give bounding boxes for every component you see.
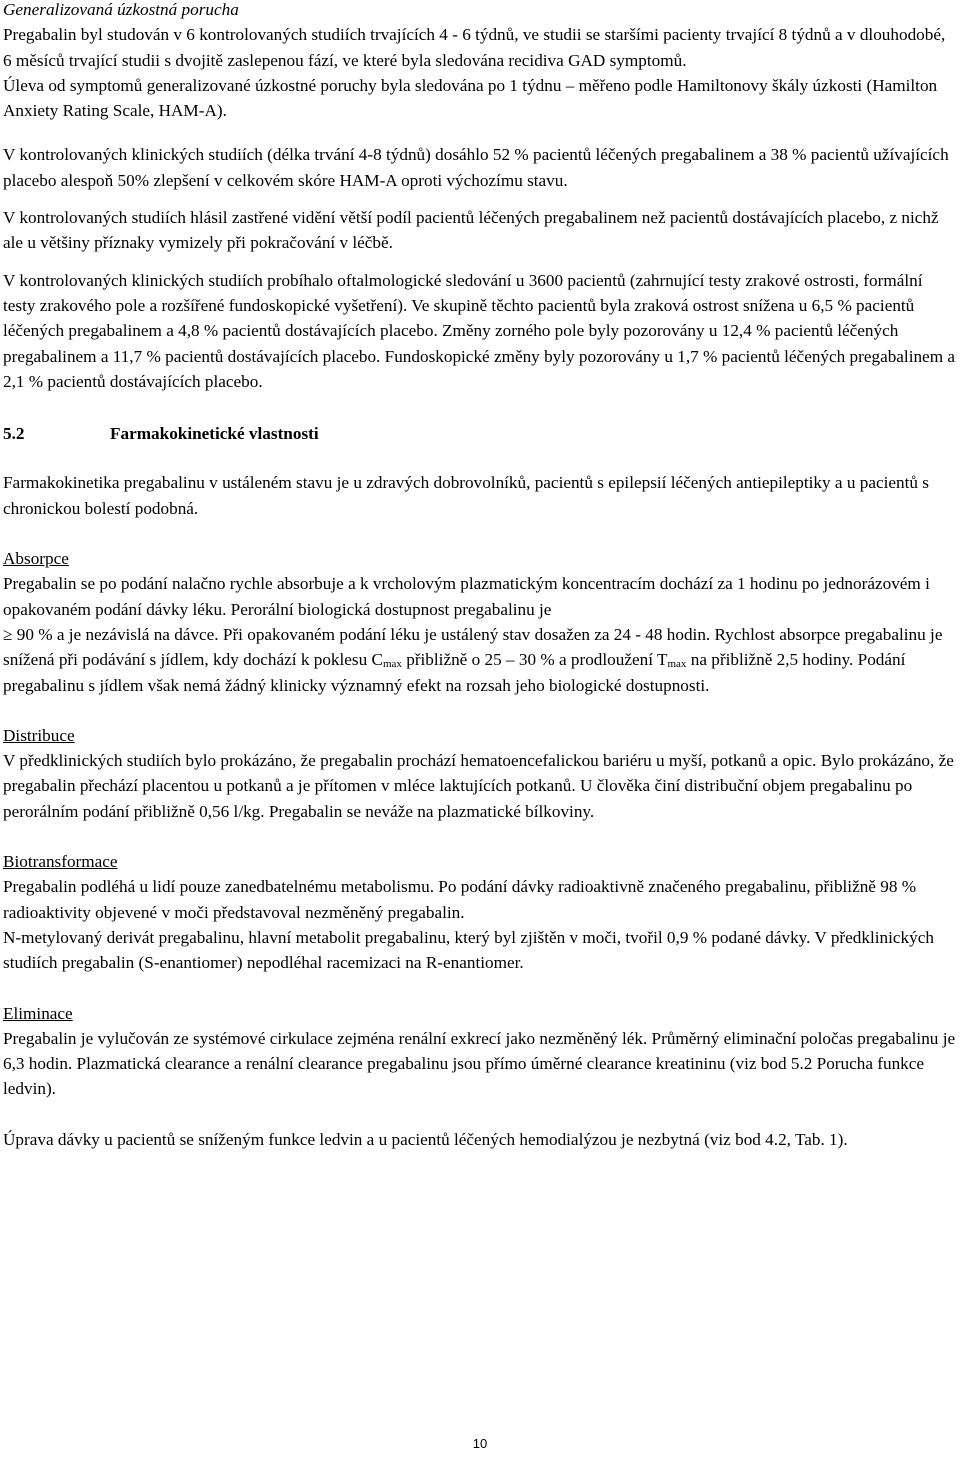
gad-paragraph-studies: Pregabalin byl studován v 6 kontrolovaných studiích trvajících 4 - 6 týdnů, ve studii se staršími pacienty trvající 8 týdnů a v dlouhodobé, 6 měsíců trvající studii s dvojitě zaslepenou fází, ve které byla sledována recidiva GAD symptomů. bbox=[3, 25, 946, 70]
cmax-subscript: max bbox=[382, 658, 402, 671]
section-heading-pharmacokinetics bbox=[3, 421, 958, 446]
gad-paragraph-blurred-vision: V kontrolovaných studiích hlásil zastřené vidění větší podíl pacientů léčených pregabalinem než pacientů dostávajících placebo, z nichž ale u většiny příznaky vymizely při pokračování v léčbě. bbox=[3, 208, 939, 253]
biotransformace-paragraph-2: N-metylovaný derivát pregabalinu, hlavní metabolit pregabalinu, který byl zjištěn v moči, tvořil 0,9 % podané dávky. V předklinických studiích pregabalin (S-enantiomer) nepodléhal racemizaci na R-enantiomer. bbox=[3, 927, 934, 973]
page-number: 10 bbox=[472, 1436, 488, 1451]
distribuce-heading: Distribuce bbox=[3, 725, 75, 745]
pk-intro-paragraph: Farmakokinetika pregabalinu v ustáleném stavu je u zdravých dobrovolníků, pacientů s epilepsií léčených antiepileptiky a u pacientů s chronickou bolestí podobná. bbox=[3, 473, 929, 518]
distribuce-paragraph: V předklinických studiích bylo prokázáno, že pregabalin prochází hematoencefalickou bariéru u myší, potkanů a opic. Bylo prokázáno, že pregabalin přechází placentou u potkanů a je přítomen v mléce laktujících potkanů. U člověka činí distribuční objem pregabalinu po perorálním podání přibližně 0,56 l/kg. Pregabalin se neváže na plazmatické bílkoviny. bbox=[3, 751, 954, 821]
greater-equal-symbol: ≥ bbox=[3, 624, 13, 644]
document-page bbox=[3, 0, 958, 1152]
absorpce-heading: Absorpce bbox=[3, 549, 69, 569]
section-number: 5.2 bbox=[3, 424, 25, 444]
absorpce-paragraph: Pregabalin se po podání nalačno rychle absorbuje a k vrcholovým plazmatickým koncentracím dochází za 1 hodinu po jednorázovém i opakovaném podání dávky léku. Perorální biologická dostupnost pregabalinu je ≥ 90 % a je nezávislá na dávce. Při opakovaném podání léku je ustálený stav dosažen za 24 - 48 hodin. Rychlost absorpce pregabalinu je snížená při podávání s jídlem, kdy dochází k poklesu $C_{max}$ přibližně o 25 – 30 % a prodloužení $T_{max}$ na přibližně 2,5 hodiny. Podání pregabalinu s jídlem však nemá žádný klinicky významný efekt na rozsah jeho biologické dostupnosti. bbox=[3, 574, 943, 695]
eliminace-heading: Eliminace bbox=[3, 1003, 73, 1023]
section-title: Farmakokinetické vlastnosti bbox=[110, 424, 319, 444]
tmax-subscript: max bbox=[667, 658, 687, 671]
eliminace-paragraph: Pregabalin je vylučován ze systémové cirkulace zejména renální exkrecí jako nezměněný lék. Průměrný eliminační poločas pregabalinu je 6,3 hodin. Plazmatická clearance a renální clearance pregabalinu jsou přímo úměrné clearance kreatininu (viz bod 5.2 Porucha funkce ledvin). bbox=[3, 1028, 956, 1099]
uprava-davky-paragraph: Úprava dávky u pacientů se sníženým funkce ledvin a u pacientů léčených hemodialýzou je nezbytná (viz bod 4.2, Tab. 1). bbox=[3, 1129, 848, 1149]
biotransformace-paragraph-1: Pregabalin podléhá u lidí pouze zanedbatelnému metabolismu. Po podání dávky radioaktivně značeného pregabalinu, přibližně 98 % radioaktivity objevené v moči představoval nezměněný pregabalin. bbox=[3, 877, 917, 922]
gad-section-title: Generalizovaná úzkostná porucha bbox=[3, 0, 239, 19]
gad-paragraph-relief: Úleva od symptomů generalizované úzkostné poruchy byla sledována po 1 týdnu – měřeno podle Hamiltonovy škály úzkosti (Hamilton Anxiety Rating Scale, HAM-A). bbox=[3, 75, 938, 121]
gad-paragraph-results: V kontrolovaných klinických studiích (délka trvání 4-8 týdnů) dosáhlo 52 % pacientů léčených pregabalinem a 38 % pacientů užívajících placebo alespoň 50% zlepšení v celkovém skóre HAM-A oproti výchozímu stavu. bbox=[3, 145, 949, 190]
gad-paragraph-ophthalmology: V kontrolovaných klinických studiích probíhalo oftalmologické sledování u 3600 pacientů (zahrnující testy zrakové ostrosti, formální testy zrakového pole a rozšířené fundoskopické vyšetření). Ve skupině těchto pacientů byla zraková ostrost snížena u 6,5 % pacientů léčených pregabalinem a 4,8 % pacientů dostávajících placebo. Změny zorného pole byly pozorovány u 12,4 % pacientů léčených pregabalinem a 11,7 % pacientů dostávajících placebo. Fundoskopické změny byly pozorovány u 1,7 % pacientů léčených pregabalinem a 2,1 % pacientů dostávajících placebo. bbox=[3, 270, 955, 391]
biotransformace-heading: Biotransformace bbox=[3, 852, 118, 872]
